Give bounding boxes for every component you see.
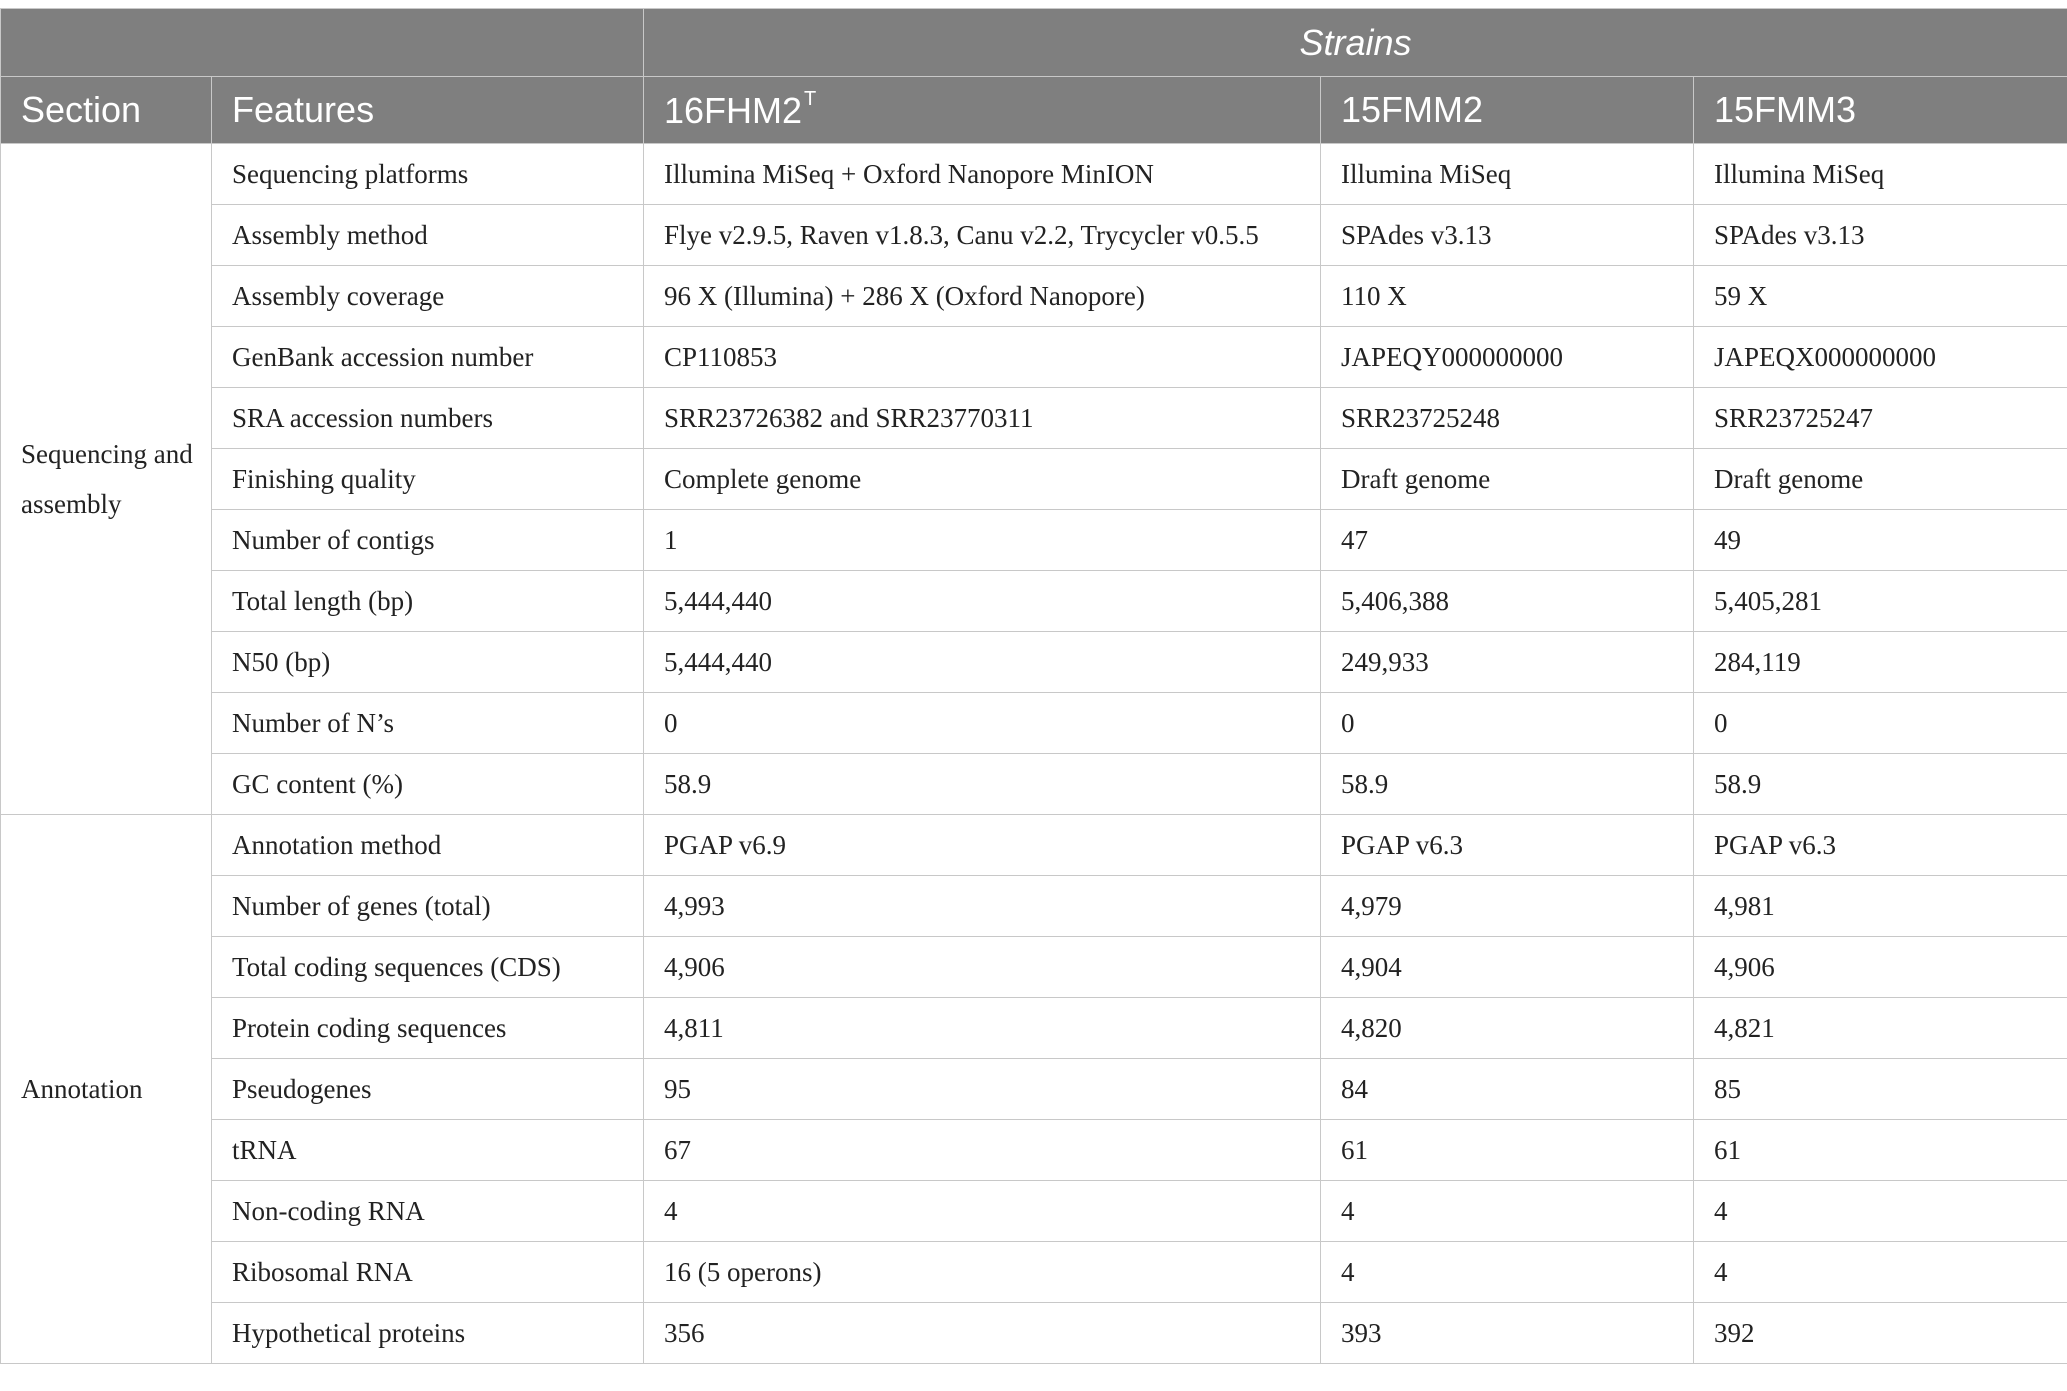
table-row: [1, 876, 2067, 937]
value-cell: 4,906: [1694, 937, 2067, 998]
value-cell: 4: [1321, 1242, 1694, 1303]
value-cell: SRR23726382 and SRR23770311: [644, 388, 1321, 449]
table-row: [1, 327, 2067, 388]
value-cell: 0: [1694, 693, 2067, 754]
table-row: [1, 1242, 2067, 1303]
feature-cell: Number of genes (total): [212, 876, 644, 937]
value-cell: 4,979: [1321, 876, 1694, 937]
value-cell: 5,444,440: [644, 571, 1321, 632]
table-row: [1, 144, 2067, 205]
value-cell: 85: [1694, 1059, 2067, 1120]
value-cell: 1: [644, 510, 1321, 571]
feature-cell: Hypothetical proteins: [212, 1303, 644, 1364]
value-cell: SRR23725248: [1321, 388, 1694, 449]
value-cell: 61: [1321, 1120, 1694, 1181]
value-cell: Illumina MiSeq + Oxford Nanopore MinION: [644, 144, 1321, 205]
feature-cell: tRNA: [212, 1120, 644, 1181]
header-blank-cell: [1, 9, 644, 77]
value-cell: PGAP v6.3: [1321, 815, 1694, 876]
value-cell: Draft genome: [1694, 449, 2067, 510]
section-label-cell: Annotation: [1, 815, 212, 1364]
value-cell: 284,119: [1694, 632, 2067, 693]
value-cell: 67: [644, 1120, 1321, 1181]
table-row: [1, 998, 2067, 1059]
value-cell: CP110853: [644, 327, 1321, 388]
genome-features-table: [0, 8, 2067, 1364]
table-row: [1, 449, 2067, 510]
table-row: [1, 510, 2067, 571]
feature-cell: Non-coding RNA: [212, 1181, 644, 1242]
value-cell: 58.9: [1321, 754, 1694, 815]
strain-header-15fmm2: [1321, 77, 1694, 144]
value-cell: 5,444,440: [644, 632, 1321, 693]
value-cell: 4: [1694, 1242, 2067, 1303]
features-column-header: Features: [212, 77, 644, 144]
value-cell: 0: [1321, 693, 1694, 754]
value-cell: 393: [1321, 1303, 1694, 1364]
value-cell: 4: [1321, 1181, 1694, 1242]
value-cell: 61: [1694, 1120, 2067, 1181]
table-row: [1, 1059, 2067, 1120]
value-cell: Complete genome: [644, 449, 1321, 510]
value-cell: 4,981: [1694, 876, 2067, 937]
table-row: [1, 388, 2067, 449]
value-cell: Flye v2.9.5, Raven v1.8.3, Canu v2.2, Trycycler v0.5.5: [644, 205, 1321, 266]
value-cell: 49: [1694, 510, 2067, 571]
value-cell: 4,904: [1321, 937, 1694, 998]
value-cell: JAPEQX000000000: [1694, 327, 2067, 388]
value-cell: 16 (5 operons): [644, 1242, 1321, 1303]
table-row: [1, 632, 2067, 693]
value-cell: 5,406,388: [1321, 571, 1694, 632]
strain-header-16fhm2: [644, 77, 1321, 144]
value-cell: 4,906: [644, 937, 1321, 998]
table-row: [1, 815, 2067, 876]
feature-cell: SRA accession numbers: [212, 388, 644, 449]
table-row: [1, 754, 2067, 815]
strain-header-15fmm3: [1694, 77, 2067, 144]
value-cell: 249,933: [1321, 632, 1694, 693]
strains-header: Strains: [644, 9, 2067, 77]
value-cell: 58.9: [644, 754, 1321, 815]
value-cell: 47: [1321, 510, 1694, 571]
table-row: [1, 571, 2067, 632]
strain-name: 16FHM2: [664, 90, 803, 131]
strain-name: 15FMM3: [1714, 89, 1857, 130]
value-cell: 0: [644, 693, 1321, 754]
value-cell: 95: [644, 1059, 1321, 1120]
section-label-cell: Sequencing and assembly: [1, 144, 212, 815]
feature-cell: Pseudogenes: [212, 1059, 644, 1120]
feature-cell: Number of N’s: [212, 693, 644, 754]
value-cell: 4: [1694, 1181, 2067, 1242]
feature-cell: Finishing quality: [212, 449, 644, 510]
feature-cell: Assembly method: [212, 205, 644, 266]
table-row: [1, 1303, 2067, 1364]
header-row-columns: [1, 77, 2067, 144]
value-cell: Draft genome: [1321, 449, 1694, 510]
value-cell: 96 X (Illumina) + 286 X (Oxford Nanopore): [644, 266, 1321, 327]
value-cell: SPAdes v3.13: [1694, 205, 2067, 266]
value-cell: Illumina MiSeq: [1321, 144, 1694, 205]
value-cell: 4,811: [644, 998, 1321, 1059]
value-cell: 5,405,281: [1694, 571, 2067, 632]
table-row: [1, 1120, 2067, 1181]
value-cell: 110 X: [1321, 266, 1694, 327]
table-row: [1, 266, 2067, 327]
feature-cell: Total length (bp): [212, 571, 644, 632]
table-row: [1, 1181, 2067, 1242]
section-column-header: Section: [1, 77, 212, 144]
type-strain-superscript: T: [804, 88, 817, 110]
table-body: [1, 144, 2067, 1364]
feature-cell: Number of contigs: [212, 510, 644, 571]
feature-cell: Protein coding sequences: [212, 998, 644, 1059]
value-cell: 392: [1694, 1303, 2067, 1364]
table-row: [1, 937, 2067, 998]
value-cell: 58.9: [1694, 754, 2067, 815]
header-row-strains: [1, 9, 2067, 77]
table-row: [1, 693, 2067, 754]
strain-name: 15FMM2: [1341, 89, 1484, 130]
value-cell: 4: [644, 1181, 1321, 1242]
value-cell: Illumina MiSeq: [1694, 144, 2067, 205]
feature-cell: Annotation method: [212, 815, 644, 876]
value-cell: SRR23725247: [1694, 388, 2067, 449]
value-cell: PGAP v6.9: [644, 815, 1321, 876]
value-cell: SPAdes v3.13: [1321, 205, 1694, 266]
value-cell: 84: [1321, 1059, 1694, 1120]
feature-cell: N50 (bp): [212, 632, 644, 693]
value-cell: 59 X: [1694, 266, 2067, 327]
feature-cell: Sequencing platforms: [212, 144, 644, 205]
feature-cell: Ribosomal RNA: [212, 1242, 644, 1303]
value-cell: PGAP v6.3: [1694, 815, 2067, 876]
table-row: [1, 205, 2067, 266]
value-cell: 4,821: [1694, 998, 2067, 1059]
feature-cell: Total coding sequences (CDS): [212, 937, 644, 998]
value-cell: JAPEQY000000000: [1321, 327, 1694, 388]
feature-cell: GC content (%): [212, 754, 644, 815]
table-header: [1, 9, 2067, 144]
value-cell: 4,993: [644, 876, 1321, 937]
value-cell: 4,820: [1321, 998, 1694, 1059]
feature-cell: Assembly coverage: [212, 266, 644, 327]
value-cell: 356: [644, 1303, 1321, 1364]
feature-cell: GenBank accession number: [212, 327, 644, 388]
